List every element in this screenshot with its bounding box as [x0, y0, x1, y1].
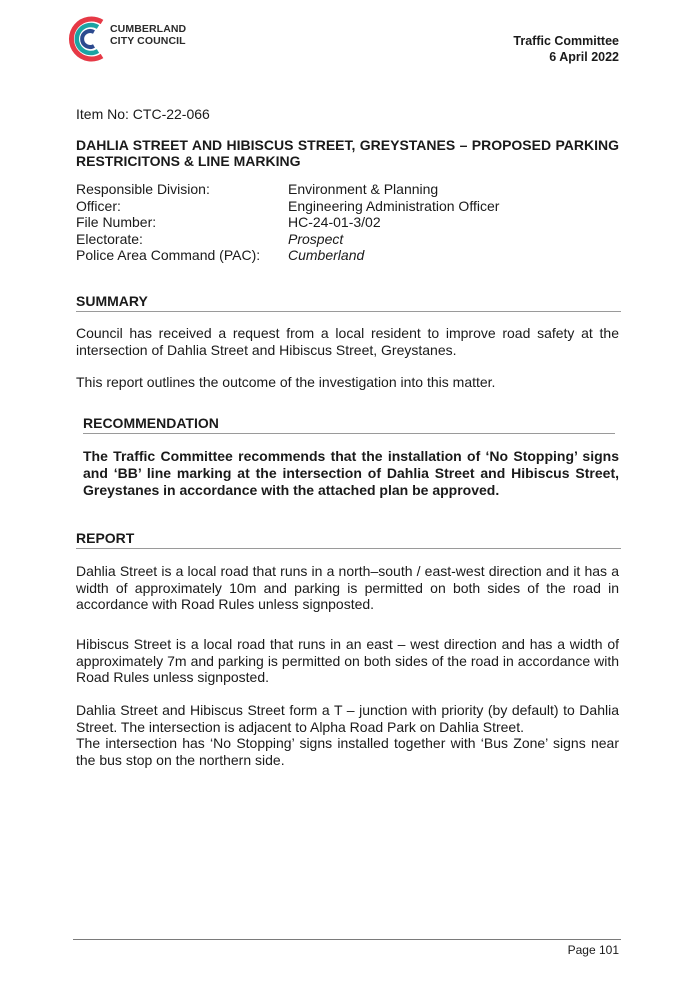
council-logo-icon — [66, 12, 110, 66]
meta-row-division — [76, 181, 499, 198]
logo-line-1: CUMBERLAND — [110, 23, 187, 35]
meta-value: Cumberland — [288, 247, 365, 263]
summary-paragraph-2: This report outlines the outcome of the investigation into this matter. — [76, 374, 496, 390]
meta-label: Officer: — [76, 197, 121, 214]
meta-row-officer — [76, 198, 499, 215]
report-paragraph-4: The intersection has ‘No Stopping’ signs installed together with ‘Bus Zone’ signs near the bus stop on the northern side. — [76, 735, 619, 768]
logo-line-2: CITY COUNCIL — [110, 35, 186, 47]
item-number: Item No: CTC-22-066 — [76, 106, 210, 122]
meta-value: Environment & Planning — [288, 181, 439, 197]
recommendation-body: The Traffic Committee recommends that the installation of ‘No Stopping’ signs and ‘BB’ line marking at the intersection of Dahlia Street and Hibiscus Street, Greystanes in accordance with the attached plan be approved. — [83, 448, 619, 498]
footer-divider — [73, 939, 621, 940]
page-number: Page 101 — [567, 943, 619, 957]
logo-text — [110, 23, 186, 47]
item-metadata — [76, 181, 499, 264]
meeting-header — [513, 33, 619, 65]
meta-label: Electorate: — [76, 230, 143, 247]
meta-value: HC-24-01-3/02 — [288, 214, 381, 230]
recommendation-heading: RECOMMENDATION — [83, 415, 615, 434]
summary-paragraph-1: Council has received a request from a local resident to improve road safety at the intersection of Dahlia Street and Hibiscus Street, Greystanes. — [76, 325, 619, 358]
meeting-date: 6 April 2022 — [549, 50, 619, 64]
meta-value: Prospect — [288, 230, 344, 247]
meta-row-pac — [76, 247, 499, 264]
meta-label: File Number: — [76, 214, 157, 230]
report-paragraph-3: Dahlia Street and Hibiscus Street form a T – junction with priority (by default) to Dahlia Street. The intersection is adjacent to Alpha Road Park on Dahlia Street. — [76, 702, 619, 735]
report-paragraph-1: Dahlia Street is a local road that runs in a north–south / east-west direction and it has a width of approximately 10m and parking is permitted on both sides of the road in accordance with Road Rules unless signposted. — [76, 563, 619, 612]
meta-label: Responsible Division: — [76, 181, 210, 197]
report-paragraph-2: Hibiscus Street is a local road that runs in an east – west direction and has a width of approximately 7m and parking is permitted on both sides of the road in accordance with Road Rules unless signposted. — [76, 636, 619, 685]
meta-row-file-number — [76, 214, 499, 231]
meta-value: Engineering Administration Officer — [288, 197, 500, 214]
council-logo — [66, 12, 206, 66]
report-heading: REPORT — [76, 530, 621, 549]
summary-heading: SUMMARY — [76, 293, 621, 312]
meeting-name: Traffic Committee — [513, 34, 619, 48]
meta-label: Police Area Command (PAC): — [76, 247, 261, 263]
meta-row-electorate — [76, 231, 499, 248]
item-title: DAHLIA STREET AND HIBISCUS STREET, GREYSTANES – PROPOSED PARKING RESTRICITONS & LINE MARKING — [76, 137, 619, 169]
